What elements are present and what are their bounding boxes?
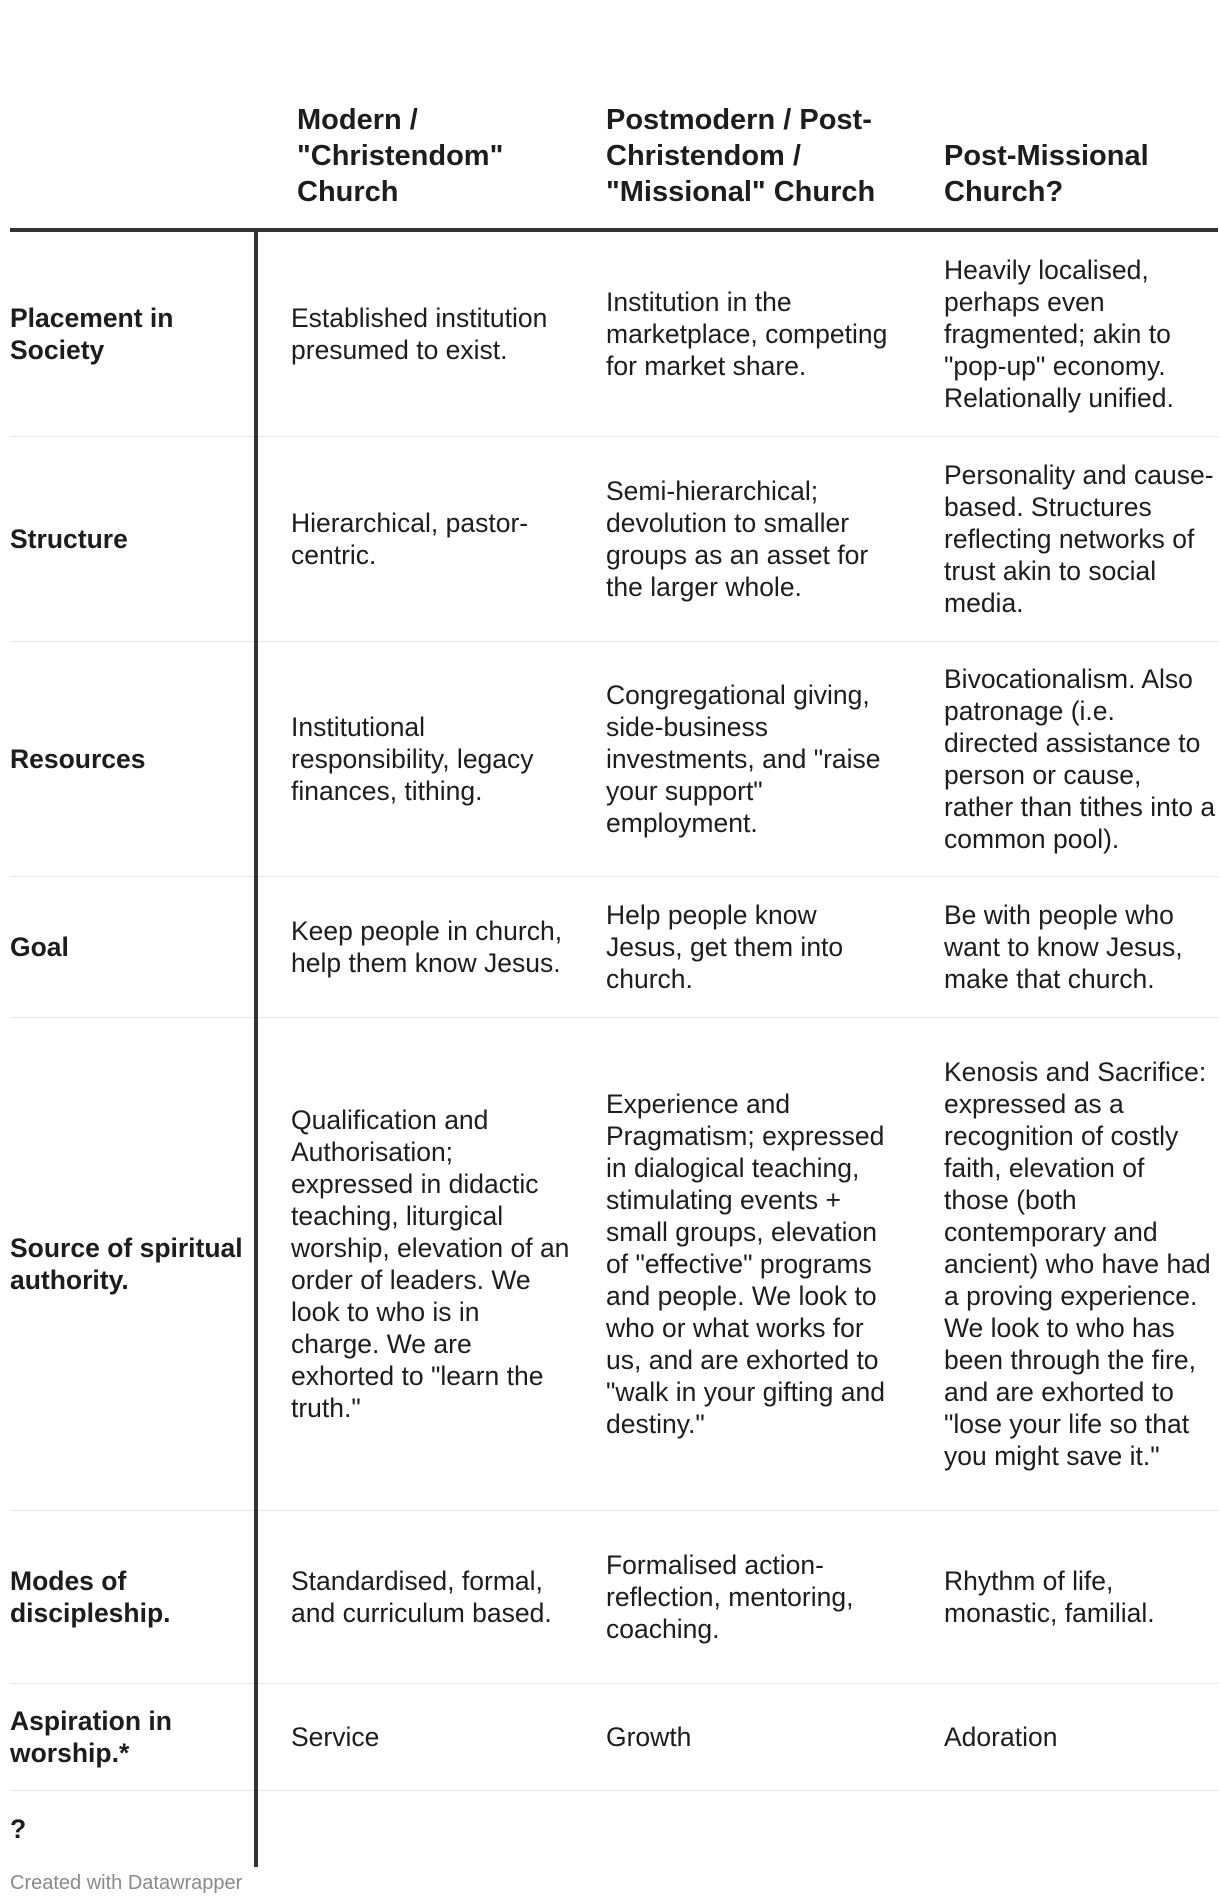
cell-postmodern: Growth bbox=[586, 1684, 910, 1791]
row-label: ? bbox=[10, 1791, 256, 1868]
table-row bbox=[10, 1684, 1218, 1791]
cell-postmodern: Institution in the marketplace, competing for market share. bbox=[586, 230, 910, 437]
cell-post-missional: Kenosis and Sacrifice: expressed as a recognition of costly faith, elevation of those (both contemporary and ancient) who have had a proving experience. We look to who has been through the fire, and are exhorted to "lose your life so that you might save it." bbox=[910, 1018, 1218, 1511]
cell-postmodern: Help people know Jesus, get them into church. bbox=[586, 877, 910, 1018]
cell-modern: Keep people in church, help them know Jesus. bbox=[256, 877, 586, 1018]
cell-post-missional: Rhythm of life, monastic, familial. bbox=[910, 1511, 1218, 1684]
table-row bbox=[10, 877, 1218, 1018]
cell-modern: Standardised, formal, and curriculum based. bbox=[256, 1511, 586, 1684]
row-label: Modes of discipleship. bbox=[10, 1511, 256, 1684]
row-label: Resources bbox=[10, 642, 256, 877]
row-label: Goal bbox=[10, 877, 256, 1018]
row-label: Structure bbox=[10, 437, 256, 642]
table-row bbox=[10, 1791, 1218, 1868]
cell-modern: Qualification and Authorisation; expressed in didactic teaching, liturgical worship, elevation of an order of leaders. We look to who is in charge. We are exhorted to "learn the truth." bbox=[256, 1018, 586, 1511]
cell-post-missional: Heavily localised, perhaps even fragmented; akin to "pop-up" economy. Relationally unified. bbox=[910, 230, 1218, 437]
cell-postmodern: Formalised action-reflection, mentoring, coaching. bbox=[586, 1511, 910, 1684]
column-header-postmodern: Postmodern / Post-Christendom / "Missional" Church bbox=[586, 0, 910, 230]
row-label: Aspiration in worship.* bbox=[10, 1684, 256, 1791]
cell-postmodern: Congregational giving, side-business investments, and "raise your support" employment. bbox=[586, 642, 910, 877]
table-row bbox=[10, 1511, 1218, 1684]
cell-modern: Service bbox=[256, 1684, 586, 1791]
cell-post-missional: Bivocationalism. Also patronage (i.e. directed assistance to person or cause, rather than tithes into a common pool). bbox=[910, 642, 1218, 877]
cell-post-missional: Adoration bbox=[910, 1684, 1218, 1791]
comparison-table-container bbox=[10, 0, 1218, 1867]
table-row bbox=[10, 230, 1218, 437]
table-row bbox=[10, 437, 1218, 642]
column-header-post-missional: Post-Missional Church? bbox=[910, 0, 1218, 230]
cell-postmodern: Experience and Pragmatism; expressed in dialogical teaching, stimulating events + small groups, elevation of "effective" programs and people. We look to who or what works for us, and are exhorted to "walk in your gifting and destiny." bbox=[586, 1018, 910, 1511]
cell-post-missional: Personality and cause-based. Structures reflecting networks of trust akin to social media. bbox=[910, 437, 1218, 642]
table-row bbox=[10, 642, 1218, 877]
row-label: Source of spiritual authority. bbox=[10, 1018, 256, 1511]
cell-postmodern bbox=[586, 1791, 910, 1868]
cell-postmodern: Semi-hierarchical; devolution to smaller groups as an asset for the larger whole. bbox=[586, 437, 910, 642]
column-header-empty bbox=[10, 0, 256, 230]
cell-post-missional bbox=[910, 1791, 1218, 1868]
table-row bbox=[10, 1018, 1218, 1511]
header-row bbox=[10, 0, 1218, 230]
cell-modern bbox=[256, 1791, 586, 1868]
comparison-table bbox=[10, 0, 1218, 1867]
cell-modern: Established institution presumed to exist. bbox=[256, 230, 586, 437]
cell-modern: Hierarchical, pastor-centric. bbox=[256, 437, 586, 642]
cell-post-missional: Be with people who want to know Jesus, make that church. bbox=[910, 877, 1218, 1018]
column-header-modern: Modern / "Christendom" Church bbox=[256, 0, 586, 230]
row-label: Placement in Society bbox=[10, 230, 256, 437]
cell-modern: Institutional responsibility, legacy finances, tithing. bbox=[256, 642, 586, 877]
datawrapper-credit[interactable]: Created with Datawrapper bbox=[10, 1872, 243, 1894]
